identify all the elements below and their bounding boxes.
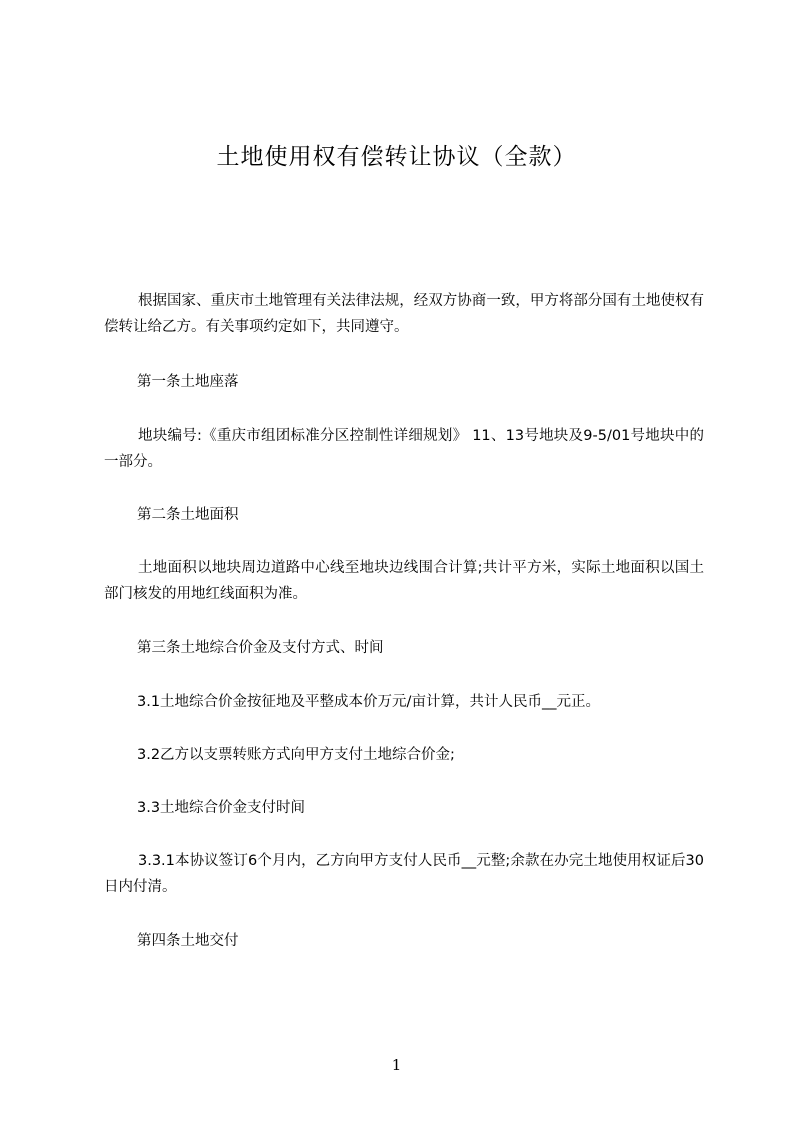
document-title: 土地使用权有偿转让协议（全款） (216, 144, 577, 170)
clause-3-1: 3.1土地综合价金按征地及平整成本价万元/亩计算，共计人民币__元正。 (137, 694, 600, 710)
article-2-body: 土地面积以地块周边道路中心线至地块边线围合计算;共计平方米，实际土地面积以国土部门核发的用地红线面积为准。 (104, 560, 704, 602)
clause-3-3: 3.3土地综合价金支付时间 (137, 800, 306, 816)
article-3-heading: 第三条土地综合价金及支付方式、时间 (137, 640, 384, 656)
intro-paragraph: 根据国家、重庆市土地管理有关法律法规，经双方协商一致，甲方将部分国有土地使权有偿转让给乙方。有关事项约定如下，共同遵守。 (104, 293, 704, 335)
page-number: 1 (391, 1056, 402, 1074)
article-4-heading: 第四条土地交付 (137, 933, 239, 949)
article-1-heading: 第一条土地座落 (137, 374, 239, 390)
article-1-body: 地块编号:《重庆市组团标准分区控制性详细规划》 11、13号地块及9-5/01号地块中的一部分。 (104, 428, 704, 470)
clause-3-3-1: 3.3.1本协议签订6个月内，乙方向甲方支付人民币__元整;余款在办完土地使用权证后30日内付清。 (104, 853, 704, 895)
article-2-heading: 第二条土地面积 (137, 507, 239, 523)
clause-3-2: 3.2乙方以支票转账方式向甲方支付土地综合价金; (137, 747, 455, 763)
